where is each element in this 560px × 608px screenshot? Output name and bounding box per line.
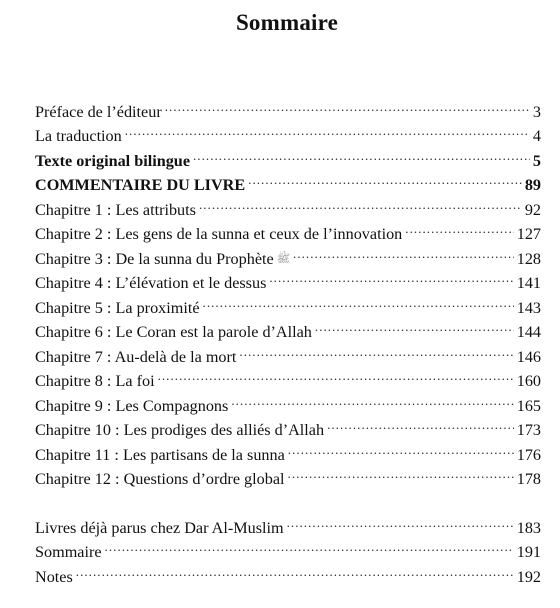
toc-entry-page: 176 xyxy=(516,445,541,464)
toc-entry-preface xyxy=(35,92,541,121)
dot-leader xyxy=(193,141,530,166)
dot-leader xyxy=(125,117,530,142)
toc-entry-label: Chapitre 9 : Les Compagnons xyxy=(35,396,229,415)
dot-leader xyxy=(327,411,514,436)
toc-entry-page: 160 xyxy=(516,372,541,390)
toc-entry-page: 191 xyxy=(516,543,541,561)
page-title: Sommaire xyxy=(235,10,339,35)
toc-entry-label: La traduction xyxy=(35,127,122,145)
toc-entry-livres xyxy=(35,508,541,537)
toc-entry-page: 144 xyxy=(516,323,541,341)
toc-entry-page: 4 xyxy=(532,127,541,145)
toc-entry-label: Livres déjà parus chez Dar Al-Muslim xyxy=(35,518,284,537)
toc-entry-label: Chapitre 4 : L’élévation et le dessus xyxy=(35,274,267,292)
dot-leader xyxy=(203,288,514,313)
toc-entry-label: Texte original bilingue xyxy=(35,151,190,170)
toc-entry-label: Chapitre 5 : La proximité xyxy=(35,298,200,317)
toc-entry-label: Chapitre 2 : Les gens de la sunna et ceux de l’innovation xyxy=(35,225,403,243)
toc-entry-label: Notes xyxy=(35,567,73,586)
dot-leader xyxy=(105,533,514,558)
toc-entry-page: 192 xyxy=(516,567,541,586)
toc-entry-label: Chapitre 6 : Le Coran est la parole d’Allah xyxy=(35,323,312,341)
dot-leader xyxy=(287,508,514,533)
toc-entry-label: Chapitre 1 : Les attributs xyxy=(35,200,196,219)
appendix-contents xyxy=(35,508,541,586)
dot-leader xyxy=(288,460,514,485)
dot-leader xyxy=(199,190,522,215)
toc-entry-page: 141 xyxy=(516,274,541,292)
toc-entry-page: 92 xyxy=(524,200,541,219)
toc-entry-label: Sommaire xyxy=(35,543,102,561)
dot-leader xyxy=(293,239,514,264)
toc-entry-label: Chapitre 11 : Les partisans de la sunna xyxy=(35,445,285,464)
toc-entry-page: 128 xyxy=(516,249,541,268)
toc-entry-page: 143 xyxy=(516,298,541,317)
toc-entry-label: Chapitre 8 : La foi xyxy=(35,372,155,390)
dot-leader xyxy=(158,362,514,387)
toc-entry-notes xyxy=(35,557,541,586)
toc-entry-page: 5 xyxy=(532,151,541,170)
dot-leader xyxy=(165,92,530,117)
toc-entry-page: 178 xyxy=(516,470,541,488)
dot-leader xyxy=(269,264,513,289)
salawat-glyph: ﷺ xyxy=(276,252,291,265)
toc-entry-label: Préface de l’éditeur xyxy=(35,102,162,121)
dot-leader xyxy=(315,313,514,338)
toc-entry-page: 3 xyxy=(532,102,541,121)
toc-entry-page: 165 xyxy=(516,396,541,415)
toc-entry-page: 146 xyxy=(516,347,541,366)
dot-leader xyxy=(248,166,522,191)
dot-leader xyxy=(405,215,513,240)
table-of-contents xyxy=(35,92,541,488)
dot-leader xyxy=(288,435,514,460)
toc-entry-page: 173 xyxy=(516,421,541,439)
toc-entry-sommaire xyxy=(35,533,541,561)
dot-leader xyxy=(239,337,513,362)
toc-entry-page: 127 xyxy=(516,225,541,243)
toc-entry-label: Chapitre 7 : Au-delà de la mort xyxy=(35,347,237,366)
toc-entry-label: COMMENTAIRE DU LIVRE xyxy=(35,176,246,194)
toc-entry-page: 89 xyxy=(524,176,541,194)
toc-entry-label-text: Chapitre 3 : De la sunna du Prophète xyxy=(35,249,274,268)
toc-entry-page: 183 xyxy=(516,518,541,537)
dot-leader xyxy=(231,386,513,411)
toc-entry-label: Chapitre 10 : Les prodiges des alliés d’Allah xyxy=(35,421,325,439)
toc-entry-label xyxy=(35,247,293,272)
dot-leader xyxy=(76,557,514,582)
toc-entry-label: Chapitre 12 : Questions d’ordre global xyxy=(35,470,285,488)
